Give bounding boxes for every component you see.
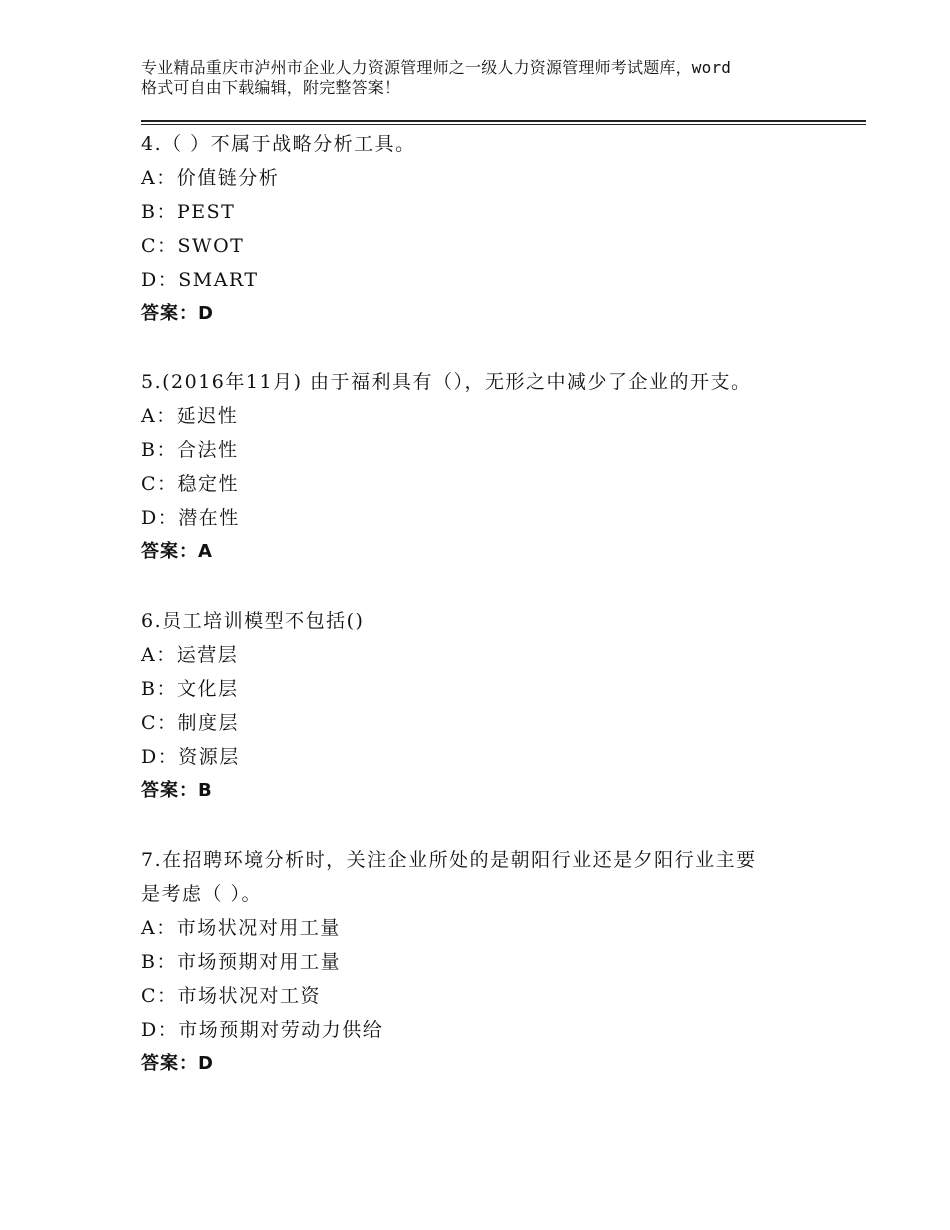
- page-header: 专业精品重庆市泸州市企业人力资源管理师之一级人力资源管理师考试题库，word 格式可自由下载编辑，附完整答案！: [141, 58, 732, 97]
- option-d: D：SMART: [141, 269, 259, 291]
- answer-label: 答案：A: [141, 541, 213, 562]
- question-7: [141, 843, 821, 1081]
- option-b: B：市场预期对用工量: [141, 951, 341, 973]
- option-a: A：运营层: [141, 644, 239, 666]
- question-6: [141, 604, 821, 808]
- answer-label: 答案：D: [141, 1053, 214, 1074]
- header-divider-thin: [141, 124, 866, 125]
- option-b: B：文化层: [141, 678, 239, 700]
- answer-label: 答案：B: [141, 780, 213, 801]
- option-d: D：资源层: [141, 746, 240, 768]
- option-d: D：市场预期对劳动力供给: [141, 1019, 384, 1041]
- question-4: [141, 127, 821, 331]
- question-5: [141, 365, 821, 569]
- option-a: A：市场状况对用工量: [141, 917, 341, 939]
- option-b: B：PEST: [141, 201, 236, 223]
- answer-label: 答案：D: [141, 303, 214, 324]
- option-c: C：制度层: [141, 712, 240, 734]
- question-stem: 4.（ ）不属于战略分析工具。: [141, 133, 416, 155]
- option-b: B：合法性: [141, 439, 239, 461]
- question-stem: 5.(2016年11月) 由于福利具有（），无形之中减少了企业的开支。: [141, 371, 752, 393]
- option-a: A：延迟性: [141, 405, 239, 427]
- question-stem: 7.在招聘环境分析时，关注企业所处的是朝阳行业还是夕阳行业主要 是考虑（ ）。: [141, 849, 757, 905]
- question-stem: 6.员工培训模型不包括(): [141, 610, 365, 632]
- header-divider: [141, 120, 866, 122]
- option-c: C：SWOT: [141, 235, 245, 257]
- option-a: A：价值链分析: [141, 167, 280, 189]
- option-c: C：稳定性: [141, 473, 240, 495]
- option-d: D：潜在性: [141, 507, 240, 529]
- option-c: C：市场状况对工资: [141, 985, 322, 1007]
